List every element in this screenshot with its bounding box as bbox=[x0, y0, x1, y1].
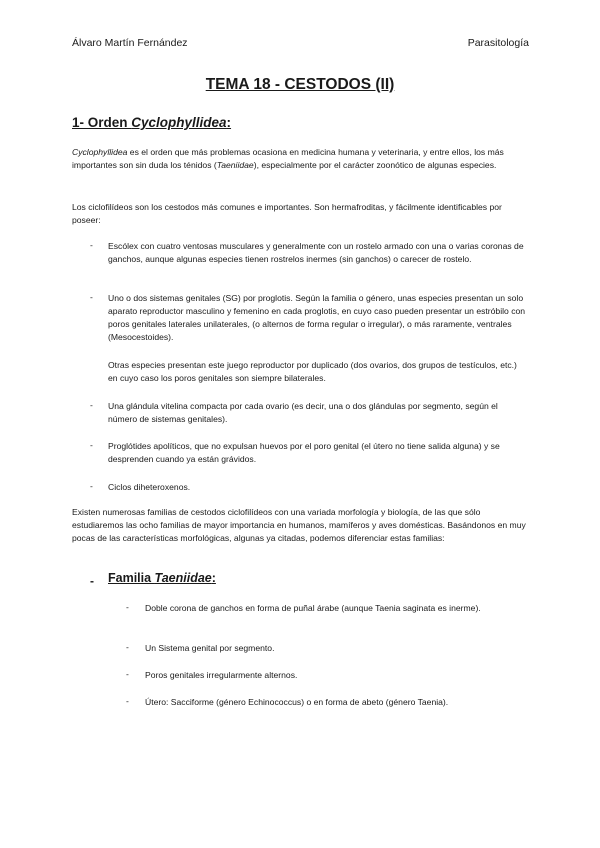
section-heading-suffix: : bbox=[226, 115, 232, 130]
family-bullet-dash: - bbox=[126, 669, 129, 679]
family-bullet-item-4: Útero: Sacciforme (género Echinococcus) o en forma de abeto (género Taenia). bbox=[145, 697, 449, 707]
family-heading-italic: Taeniidae bbox=[154, 571, 212, 585]
bullet-item-3: Una glándula vitelina compacta por cada ovario (es decir, una o dos glándulas por segmento, según el número de sistemas genitales). bbox=[108, 401, 498, 424]
family-bullet-item-2: Un Sistema genital por segmento. bbox=[145, 643, 275, 653]
bullet-dash: - bbox=[90, 292, 93, 302]
family-bullet-dash: - bbox=[126, 696, 129, 706]
paragraph-2: Los ciclofilídeos son los cestodos más comunes e importantes. Son hermafroditas, y fácilmente identificables por poseer: bbox=[72, 202, 502, 225]
bullet-item-4: Proglótides apolíticos, que no expulsan huevos por el poro genital (el útero no tiene salida alguna) y se desprenden cuando ya están grávidos. bbox=[108, 441, 500, 464]
header-author: Álvaro Martín Fernández bbox=[72, 37, 188, 49]
intro-text-b: ), especialmente por el carácter zoonótico de algunas especies. bbox=[253, 160, 497, 170]
intro-paragraph bbox=[72, 146, 532, 172]
bullet-item-1: Escólex con cuatro ventosas musculares y generalmente con un rostelo armado con una o varias coronas de ganchos, aunque algunas especies tienen rostrelos inermes (sin ganchos) o carecer de rostelo. bbox=[108, 241, 524, 264]
section-heading-italic: Cyclophyllidea bbox=[131, 115, 227, 130]
intro-italic-start: Cyclophyllidea bbox=[72, 147, 128, 157]
section-heading-1 bbox=[72, 115, 231, 130]
family-bullet-dash: - bbox=[126, 602, 129, 612]
bullet-item-2-continued: Otras especies presentan este juego reproductor por duplicado (dos ovarios, dos grupos de testículos, etc.) en cuyo caso los poros genitales son siempre bilaterales. bbox=[108, 360, 517, 383]
family-heading-dash: - bbox=[90, 574, 94, 588]
family-heading-prefix: Familia bbox=[108, 571, 155, 585]
paragraph-3: Existen numerosas familias de cestodos ciclofilídeos con una variada morfología y biología, de las que sólo estudiaremos las ocho familias de mayor importancia en humanos, mamíferos y aves domésticas. Basándonos en muy pocas de las características morfológicas, algunas ya citadas, podemos diferenciar estas familias: bbox=[72, 507, 526, 543]
section-heading-prefix: 1- Orden bbox=[72, 115, 132, 130]
header-subject: Parasitología bbox=[467, 37, 529, 49]
bullet-dash: - bbox=[90, 240, 93, 250]
family-bullet-item-3: Poros genitales irregularmente alternos. bbox=[145, 670, 298, 680]
page-title: TEMA 18 - CESTODOS (II) bbox=[205, 76, 395, 93]
bullet-dash: - bbox=[90, 400, 93, 410]
family-bullet-item-1: Doble corona de ganchos en forma de puñal árabe (aunque Taenia saginata es inerme). bbox=[145, 603, 481, 613]
intro-text-a: es el orden que más problemas ocasiona en medicina humana y veterinaria, y entre ellos, los más importantes son sin duda los ténidos ( bbox=[72, 147, 504, 170]
family-heading bbox=[108, 571, 216, 585]
bullet-dash: - bbox=[90, 440, 93, 450]
intro-italic-mid: Taeniidae bbox=[216, 160, 254, 170]
bullet-item-5: Ciclos diheteroxenos. bbox=[108, 482, 191, 492]
bullet-dash: - bbox=[90, 481, 93, 491]
family-heading-suffix: : bbox=[211, 571, 216, 585]
family-bullet-dash: - bbox=[126, 642, 129, 652]
bullet-item-2: Uno o dos sistemas genitales (SG) por proglotis. Según la familia o género, unas especies presentan un solo aparato reproductor masculino y femenino en cada proglotis, en cuyo caso pueden presentar un estróbilo con poros genitales laterales unilaterales, (o alternos de forma regular o irregular), o más raramente, ventrales (Mesocestoides). bbox=[108, 293, 526, 342]
